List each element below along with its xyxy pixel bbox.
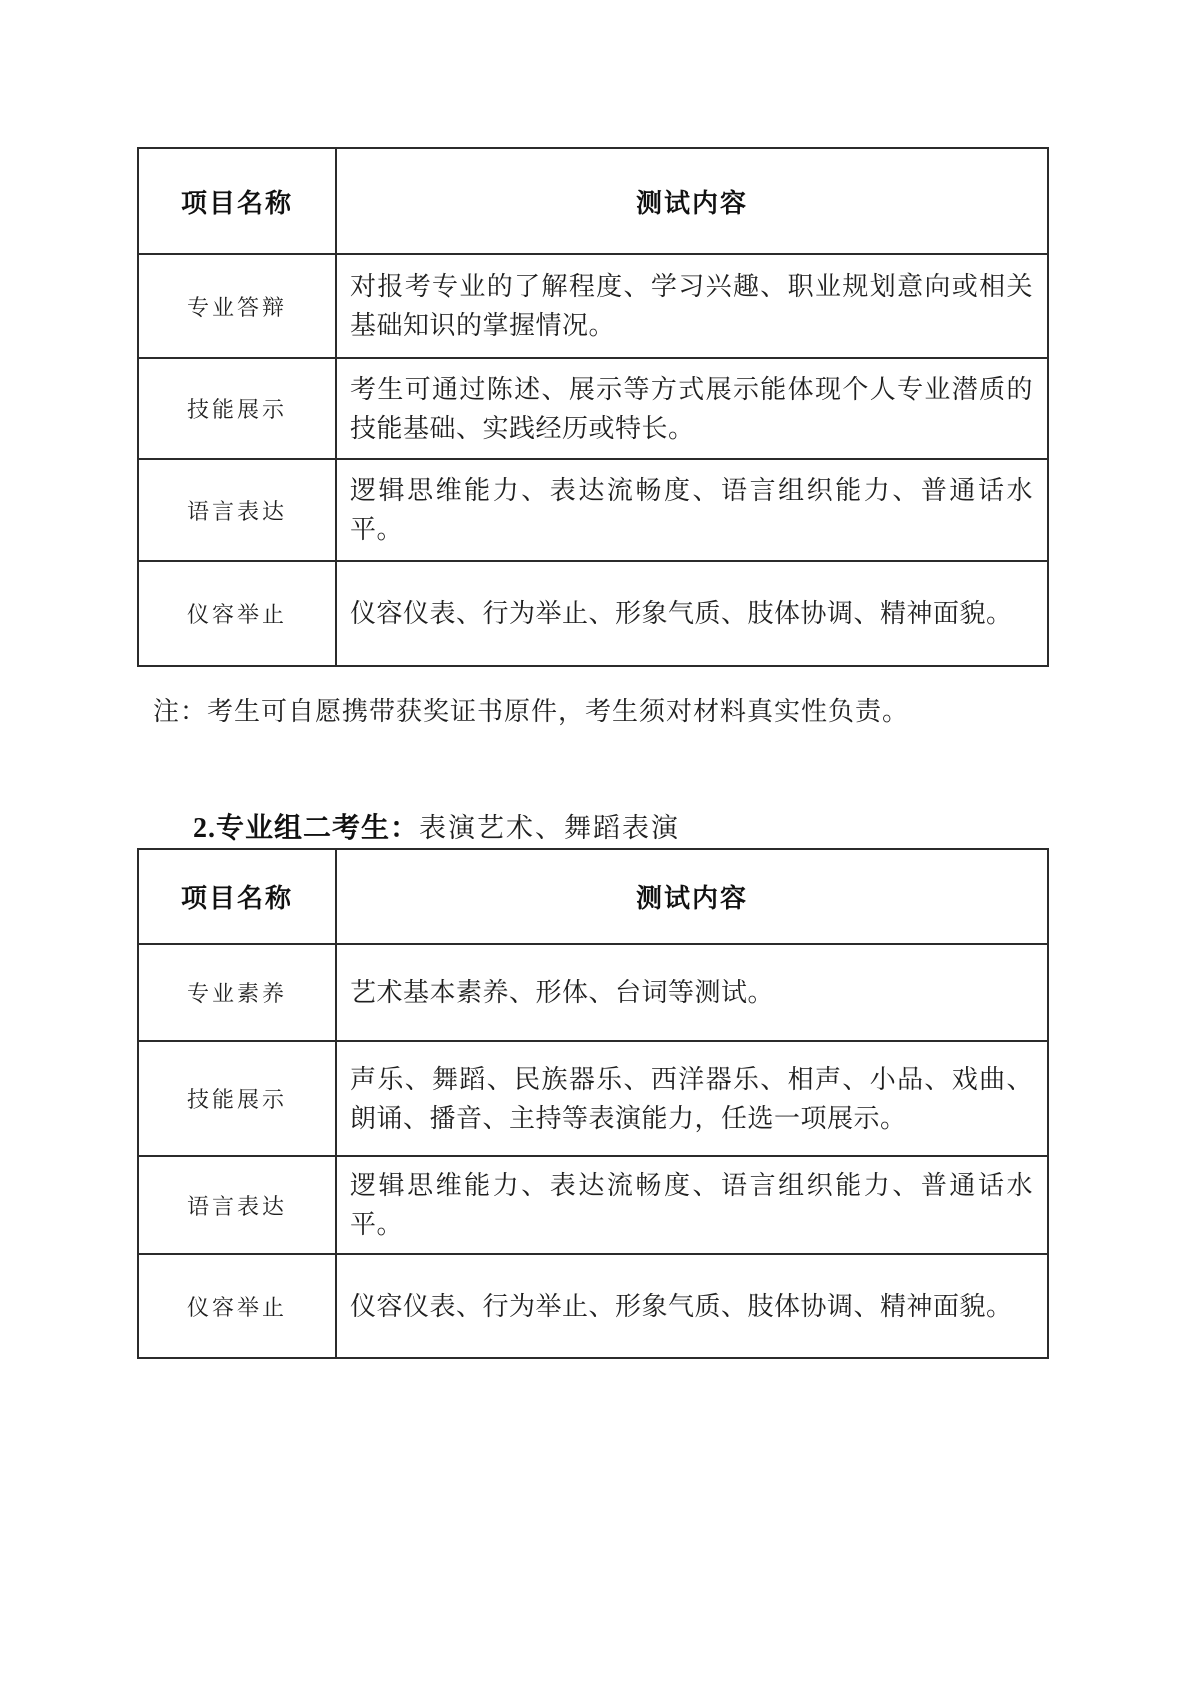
item-name-cell: 语言表达	[138, 459, 336, 561]
test-content-cell: 艺术基本素养、形体、台词等测试。	[336, 944, 1048, 1041]
table-row	[138, 1041, 1048, 1156]
item-name-cell: 技能展示	[138, 358, 336, 459]
column-header-test-content: 测试内容	[336, 849, 1048, 944]
table-row	[138, 561, 1048, 666]
section-heading-group2	[193, 806, 1073, 846]
test-content-cell: 逻辑思维能力、表达流畅度、语言组织能力、普通话水平。	[336, 1156, 1048, 1254]
group1-test-table	[137, 147, 1049, 667]
table-row	[138, 1156, 1048, 1254]
note-text: 注：考生可自愿携带获奖证书原件，考生须对材料真实性负责。	[153, 697, 910, 726]
column-header-test-content: 测试内容	[336, 148, 1048, 254]
table-header-row	[138, 148, 1048, 254]
table-header-row	[138, 849, 1048, 944]
table-row	[138, 459, 1048, 561]
table-row	[138, 944, 1048, 1041]
item-name-cell: 语言表达	[138, 1156, 336, 1254]
item-name-cell: 专业答辩	[138, 254, 336, 358]
column-header-item-name: 项目名称	[138, 849, 336, 944]
item-name-cell: 专业素养	[138, 944, 336, 1041]
item-name-cell: 技能展示	[138, 1041, 336, 1156]
test-content-cell: 对报考专业的了解程度、学习兴趣、职业规划意向或相关基础知识的掌握情况。	[336, 254, 1048, 358]
item-name-cell: 仪容举止	[138, 561, 336, 666]
test-content-cell: 仪容仪表、行为举止、形象气质、肢体协调、精神面貌。	[336, 561, 1048, 666]
group2-test-table	[137, 848, 1049, 1359]
column-header-item-name: 项目名称	[138, 148, 336, 254]
section-heading-majors: 表演艺术、舞蹈表演	[419, 813, 681, 843]
section-heading-label: 2.专业组二考生：	[193, 813, 420, 844]
item-name-cell: 仪容举止	[138, 1254, 336, 1358]
test-content-cell: 声乐、舞蹈、民族器乐、西洋器乐、相声、小品、戏曲、朗诵、播音、主持等表演能力，任选一项展示。	[336, 1041, 1048, 1156]
table-row	[138, 254, 1048, 358]
test-content-cell: 考生可通过陈述、展示等方式展示能体现个人专业潜质的技能基础、实践经历或特长。	[336, 358, 1048, 459]
test-content-cell: 仪容仪表、行为举止、形象气质、肢体协调、精神面貌。	[336, 1254, 1048, 1358]
table-row	[138, 1254, 1048, 1358]
test-content-cell: 逻辑思维能力、表达流畅度、语言组织能力、普通话水平。	[336, 459, 1048, 561]
table-row	[138, 358, 1048, 459]
